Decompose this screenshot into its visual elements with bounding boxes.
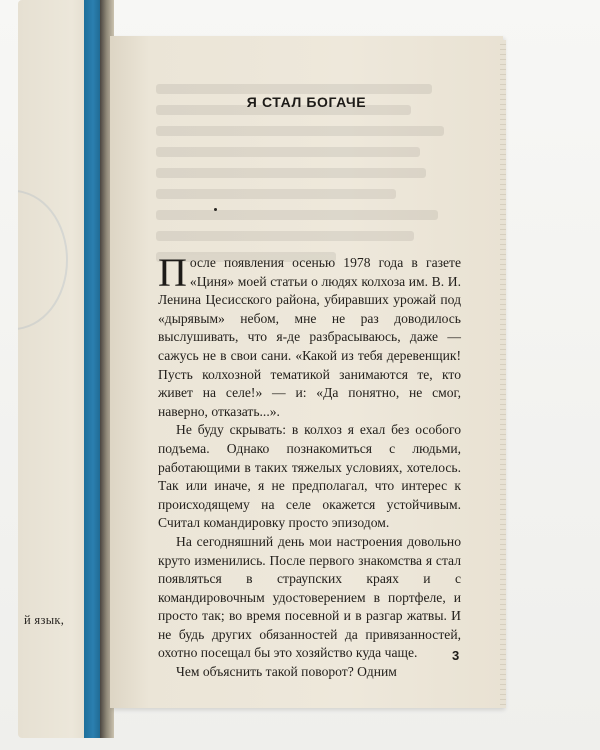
bleed-through-circle [18,190,68,330]
reverse-side-bleed [156,84,456,274]
drop-cap: П [158,250,187,295]
paragraph: Чем объяснить такой поворот? Одним [176,664,397,680]
paragraph: На сегодняшний день мои настроения довольно круто изменились. После первого знакомства я стал появляться в страупских краях и с командировочным удостоверением в портфеле, и просто так; во время посевной и в разгар жатвы. И не будь других обязанностей да привязанностей, охотно посещал бы это хозяйство куда чаще. [158,533,461,661]
paragraph-text: осле появления осенью 1978 года в газете «Циня» моей статьи о людях колхоза им. В. И. Ленина Цесисского района, убиравших урожай под «дырявым» небом, мне не раз доводилось выслушивать, что я-де разбрасываюсь, даже — сажусь не в свои сани. «Какой из тебя деревенщик! Пусть колхозной тематикой занимаются те, кто живет на селе!» — и: «Да понятно, не смог, наверно, отказать...». [158,255,461,419]
page-stack-edge [500,40,506,708]
left-page-text-fragment: й язык, [24,613,65,627]
body-text [158,250,461,682]
printer-dot [214,208,217,211]
paragraph [158,250,461,421]
book-page [110,36,503,708]
paragraph: Не буду скрывать: в колхоз я ехал без особого подъема. Однако познакомиться с людьми, работающими в таких тяжелых условиях, хотелось. Так или иначе, я не предполагал, что интерес к происходящему на селе окажется устойчивым. Считал командировку просто эпизодом. [158,422,461,531]
page-number: 3 [452,648,460,663]
chapter-title: Я СТАЛ БОГАЧЕ [246,94,367,110]
